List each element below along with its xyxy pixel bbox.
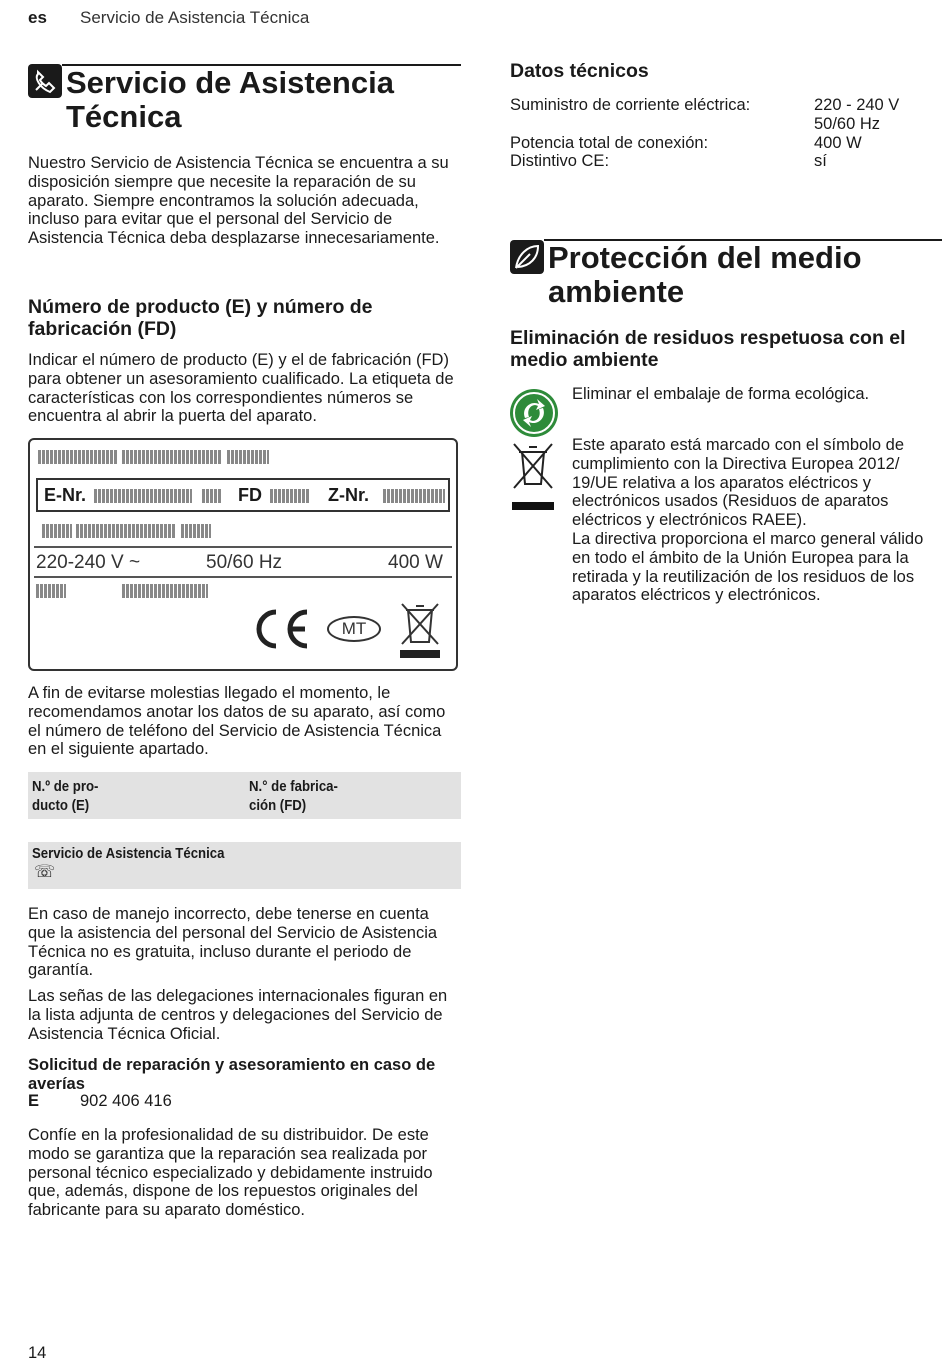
rating-plate — [28, 438, 458, 671]
tech-row-value: 400 W — [814, 133, 862, 152]
weee-bin-icon — [398, 600, 442, 660]
intro-paragraph: Nuestro Servicio de Asistencia Técnica se encuentra a su disposición siempre que necesite la reparación de su aparato. Siempre encontramos la solución adecuada, incluso para evitar que el personal del Servicio de Asistencia Técnica deba desplazarse innecesariamente. — [28, 154, 449, 248]
language-code: es — [28, 8, 47, 27]
mt-mark: MT — [327, 616, 381, 642]
country-code: E — [28, 1092, 40, 1110]
note-paragraph: A fin de evitarse molestias llegado el momento, le recomendamos anotar los datos de su aparato, así como el número de teléfono del Servicio de Asistencia Técnica en el siguiente apartado. — [28, 684, 446, 759]
telephone-icon: ☏ — [34, 862, 56, 881]
weee-text: Este aparato está marcado con el símbolo de cumplimiento con la Directiva Europea 2012/ 19/UE relativa a los aparatos eléctricos y electrónicos usados (Residuos de aparatos eléctricos y electrónicos RAEE). — [572, 436, 905, 530]
product-number-heading: Número de producto (E) y número de fabricación (FD) — [28, 296, 373, 340]
product-number-cell: N.º de pro- ducto (E) — [32, 778, 99, 814]
weee-crossed-bin-icon — [510, 440, 556, 512]
product-data-table — [28, 772, 461, 819]
directive-text: La directiva proporciona el marco general válido en todo el ámbito de la Unión Europea para la retirada y la reutilización de los residuos de los aparatos eléctricos y electrónicos. — [572, 530, 924, 605]
service-cell-label: Servicio de Asistencia Técnica — [32, 845, 225, 862]
service-phone-table — [28, 842, 461, 889]
tech-row-label: Potencia total de conexión: — [510, 133, 709, 152]
packaging-text: Eliminar el embalaje de forma ecológica. — [572, 385, 870, 403]
plate-enr-label: E-Nr. — [44, 485, 87, 505]
plate-voltage: 220-240 V ~ — [36, 552, 141, 573]
disposal-heading: Eliminación de residuos respetuosa con el medio ambiente — [510, 327, 906, 371]
fabrication-number-cell: N.° de fabrica- ción (FD) — [249, 778, 338, 814]
plate-frequency: 50/60 Hz — [206, 552, 283, 573]
tech-row-value: sí — [814, 152, 827, 171]
plate-enr-value — [94, 489, 192, 503]
plate-power: 400 W — [388, 552, 443, 573]
tech-data-heading: Datos técnicos — [510, 60, 649, 82]
tech-row-supply — [510, 96, 942, 134]
plate-divider — [34, 546, 452, 548]
warranty-paragraph: En caso de manejo incorrecto, debe tenerse en cuenta que la asistencia del personal del Servicio de Asistencia Técnica no es gratuita, incluso durante el periodo de garantía. — [28, 905, 438, 980]
ce-mark-icon — [252, 606, 312, 652]
green-dot-recycling-icon — [509, 388, 559, 438]
env-title: Protección del medio ambiente — [548, 240, 862, 309]
plate-znr-label: Z-Nr. — [328, 485, 370, 505]
tech-row-value: 50/60 Hz — [814, 114, 881, 133]
repair-heading: Solicitud de reparación y asesoramiento en caso de averías — [28, 1056, 436, 1093]
leaf-icon — [510, 240, 544, 274]
plate-number-box — [36, 478, 450, 512]
plate-enr-suffix — [202, 489, 222, 503]
plate-barcode-bottom — [36, 584, 208, 603]
page-title: Servicio de Asistencia Técnica — [66, 65, 394, 134]
plate-divider-2 — [34, 576, 452, 578]
tech-row-label: Suministro de corriente eléctrica: — [510, 96, 751, 114]
delegations-paragraph: Las señas de las delegaciones internacionales figuran en la lista adjunta de centros y delegaciones del Servicio de Asistencia Técnica Oficial. — [28, 987, 448, 1043]
service-phone-number[interactable]: 902 406 416 — [80, 1092, 172, 1110]
phone-icon — [28, 64, 62, 98]
tech-row-value: 220 - 240 V — [814, 96, 900, 114]
tech-row-label: Distintivo CE: — [510, 152, 610, 171]
page-number: 14 — [28, 1344, 47, 1362]
tech-row-ce — [510, 152, 942, 171]
product-number-text: Indicar el número de producto (E) y el de fabricación (FD) para obtener un asesoramiento cualificado. La etiqueta de características con los correspondientes números se encuentra al abrir la puerta del aparato. — [28, 351, 454, 426]
plate-fd-value — [270, 489, 310, 503]
plate-barcode-mid — [42, 524, 211, 543]
plate-fd-label: FD — [238, 485, 262, 505]
tech-data-table — [510, 96, 942, 171]
plate-znr-value — [383, 489, 445, 503]
plate-barcode-top — [38, 450, 269, 469]
distributor-paragraph: Confíe en la profesionalidad de su distribuidor. De este modo se garantiza que la reparación sea realizada por personal técnico especializado y debidamente instruido que, además, dispone de los repuestos originales del fabricante para su aparato doméstico. — [28, 1126, 433, 1220]
tech-row-power — [510, 134, 942, 153]
running-header: Servicio de Asistencia Técnica — [80, 8, 310, 27]
